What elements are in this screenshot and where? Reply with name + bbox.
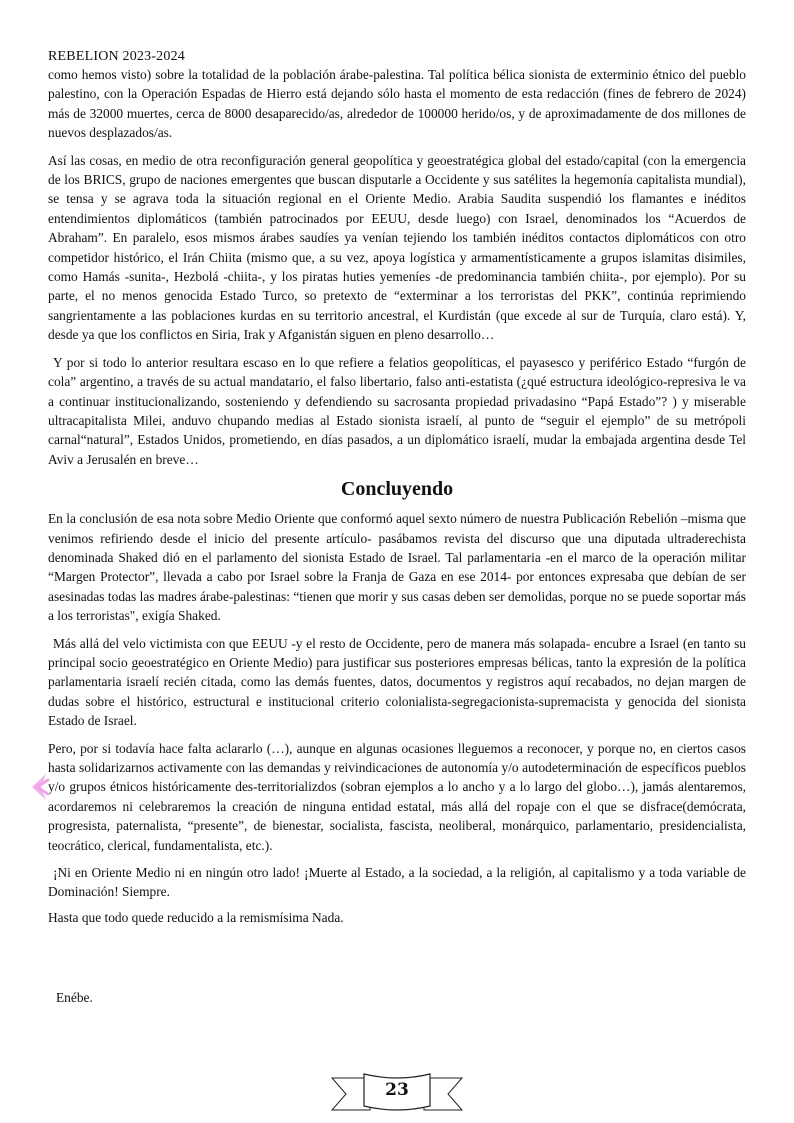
paragraph-slogan: ¡Ni en Oriente Medio ni en ningún otro lado! ¡Muerte al Estado, a la sociedad, a la religión, al capitalismo y a toda variable de Dominación! Siempre. — [48, 865, 746, 900]
article-body — [48, 65, 746, 935]
paragraph-no-state: Pero, por si todavía hace falta aclararlo (…), aunque en algunas ocasiones lleguemos a reconocer, y porque no, en ciertos casos hasta solidarizarnos activamente con las demandas y reivindicaciones de autonomía y/o autodeterminación de específicos pueblos y/o grupos étnicos históricamente des-territorializdos (sobran ejemplos a lo ancho y a lo largo del globo…), jamás alentaremos, acordaremos ni celebraremos la creación de ninguna entidad estatal, más allá del ropaje con el que se disfrace(demócrata, progresista, paternalista, “presente”, de bienestar, socialista, fascista, neoliberal, monárquico, parlamentario, presidencialista, teocrático, clerical, fundamentalista, etc.). — [48, 740, 746, 853]
paragraph-closing: Hasta que todo quede reducido a la remismísima Nada. — [48, 909, 344, 925]
running-header: REBELION 2023-2024 — [48, 49, 185, 64]
paragraph-argentina: Y por si todo lo anterior resultara escaso en lo que refiere a felatios geopolíticas, el payasesco y periférico Estado “furgón de cola” argentino, a través de su actual mandatario, el falso libertario, falso anti-estatista (¿qué estructura ideológico-represiva le va a continuar institucionalizando, sosteniendo y defendiendo su sacrosanta propiedad privadasino “Papá Estado”? ) y miserable ultracapitalista Milei, anduvo chupando medias al Estado sionista israelí, al punto de “seguir el ejemplo” de su metrópoli carnal“natural”, Estados Unidos, prometiendo, en días pasados, a un diplomático israelí, mudar la embajada argentina desde Tel Aviv a Jerusalén en breve… — [48, 354, 746, 467]
paragraph-geopolitics: Así las cosas, en medio de otra reconfiguración general geopolítica y geoestratégica global del estado/capital (con la emergencia de los BRICS, grupo de naciones emergentes que buscan disputarle a Occidente y sus satélites la hegemonía capitalista mundial), se tensa y se agrava toda la situación regional en el Oriente Medio. Arabia Saudita suspendió los flamantes e inéditos entendimientos diplomáticos (también patrocinados por EEUU, desde luego) con Israel, denominados los “Acuerdos de Abraham”. En paralelo, esos mismos árabes saudíes ya venían tejiendo los también inéditos contactos diplomáticos con otro competidor histórico, el Irán Chiita (mismo que, a su vez, apoya logística y armamentísticamente a grupos islamitas disimiles, como Hamás -sunita-, Hezbolá -chiita-, y los piratas huties yemeníes -de predominancia también chiita-, por ejemplo). Por su parte, el no menos genocida Estado Turco, so pretexto de “exterminar a los terroristas del PKK”, continúa reprimiendo sangrientamente a las poblaciones kurdas en su territorio ancestral, el Kurdistán (que excede al sur de Turquía, claro está). Y, desde ya que los conflictos en Siria, Irak y Afganistán siguen en pleno desarrollo… — [48, 152, 746, 343]
page-number: 23 — [385, 1080, 409, 1100]
author-signature: Enébe. — [56, 990, 93, 1005]
page-footer — [330, 1070, 464, 1114]
paragraph-conclusion-shaked: En la conclusión de esa nota sobre Medio Oriente que conformó aquel sexto número de nuestra Publicación Rebelión –misma que venimos refiriendo desde el inicio del presente artículo- pasábamos revista del discurso que una diputada ultraderechista denominada Shaked dió en el parlamento del sionista Estado de Israel. Tal parlamentaria -en el marco de la operación militar “Margen Protector”, llevada a cabo por Israel sobre la Franja de Gaza en ese 2014- por entonces expresaba que debían de ser asesinadas todas las madres árabe-palestinas: “tienen que morir y sus casas deben ser demolidas, porque no se puede soportar más a los terroristas", exigía Shaked. — [48, 511, 746, 624]
section-title: Concluyendo — [340, 478, 454, 501]
paragraph-intro-continuation: como hemos visto) sobre la totalidad de la población árabe-palestina. Tal política bélica sionista de exterminio étnico del pueblo palestino, con la Operación Espadas de Hierro está dejando sólo hasta el momento de esta redacción (fines de febrero de 2024) más de 32000 muertes, cerca de 8000 desaparecido/as, alrededor de 100000 herido/os, y de aproximadamente de dos millones de nuevos desplazados/as. — [48, 67, 746, 141]
paragraph-victimism: Más allá del velo victimista con que EEUU -y el resto de Occidente, pero de manera más solapada- encubre a Israel (en tanto su principal socio geoestratégico en Oriente Medio) para justificar sus posteriores empresas bélicas, tanto la expresión de la política parlamentaria israelí recién citada, como las demás fuentes, datos, documentos y registros aquí recabados, no dejan margen de dudas sobre el histórico, estructural e institucional criterio colonialista-segregacionista-supremacista y genocida del sionista Estado de Israel. — [48, 635, 746, 729]
margin-arrow-icon — [28, 772, 50, 802]
